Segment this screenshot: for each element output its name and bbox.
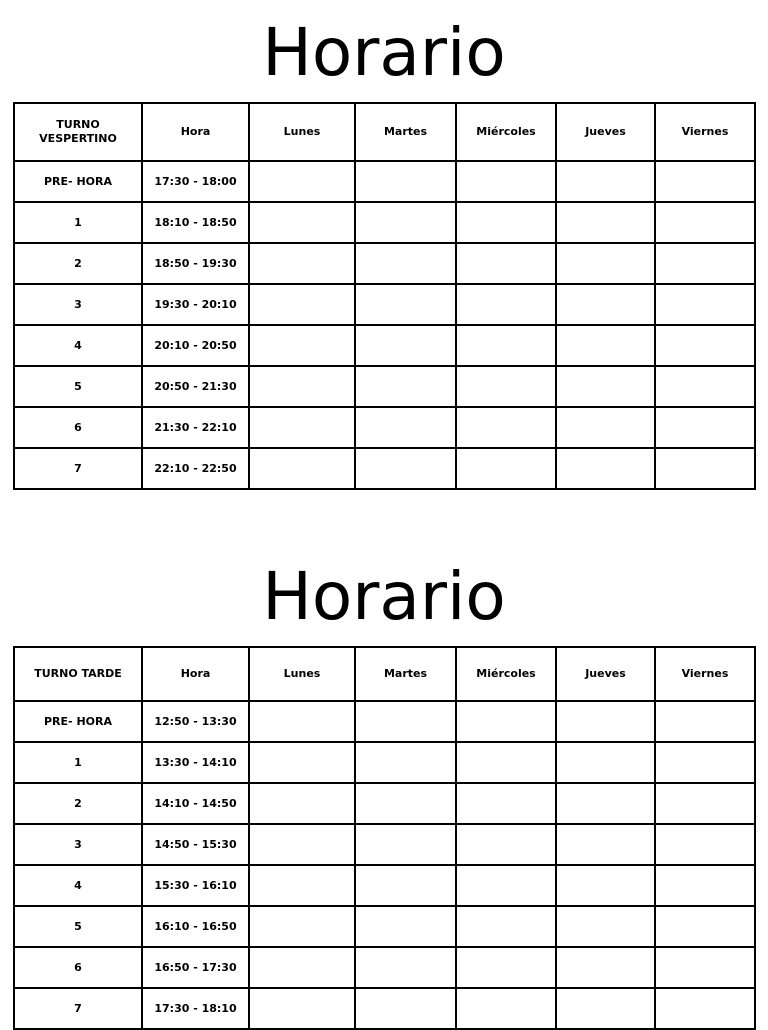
cell-miercoles[interactable] [456, 448, 556, 489]
cell-hora: 18:10 - 18:50 [142, 202, 249, 243]
header-miercoles: Miércoles [456, 103, 556, 161]
cell-lunes[interactable] [249, 325, 355, 366]
table-row [14, 161, 755, 202]
cell-jueves[interactable] [556, 243, 655, 284]
cell-hora: 16:50 - 17:30 [142, 947, 249, 988]
cell-viernes[interactable] [655, 865, 755, 906]
cell-lunes[interactable] [249, 366, 355, 407]
header-jueves: Jueves [556, 103, 655, 161]
cell-turno: 7 [14, 988, 142, 1029]
cell-hora: 13:30 - 14:10 [142, 742, 249, 783]
cell-martes[interactable] [355, 947, 456, 988]
cell-hora: 17:30 - 18:00 [142, 161, 249, 202]
cell-miercoles[interactable] [456, 243, 556, 284]
cell-miercoles[interactable] [456, 284, 556, 325]
header-martes: Martes [355, 103, 456, 161]
table-header-row [14, 103, 755, 161]
header-jueves: Jueves [556, 647, 655, 701]
cell-turno: 4 [14, 865, 142, 906]
header-viernes: Viernes [655, 103, 755, 161]
cell-miercoles[interactable] [456, 366, 556, 407]
cell-turno: 2 [14, 783, 142, 824]
cell-viernes[interactable] [655, 366, 755, 407]
cell-martes[interactable] [355, 325, 456, 366]
table-row [14, 783, 755, 824]
cell-viernes[interactable] [655, 701, 755, 742]
cell-lunes[interactable] [249, 284, 355, 325]
table-row [14, 988, 755, 1029]
cell-viernes[interactable] [655, 325, 755, 366]
header-viernes: Viernes [655, 647, 755, 701]
table-header-row [14, 647, 755, 701]
header-hora: Hora [142, 647, 249, 701]
cell-martes[interactable] [355, 284, 456, 325]
cell-hora: 18:50 - 19:30 [142, 243, 249, 284]
cell-hora: 17:30 - 18:10 [142, 988, 249, 1029]
cell-viernes[interactable] [655, 906, 755, 947]
schedule-table-vespertino [13, 102, 756, 490]
table-row [14, 202, 755, 243]
cell-lunes[interactable] [249, 783, 355, 824]
cell-lunes[interactable] [249, 865, 355, 906]
cell-turno: PRE- HORA [14, 701, 142, 742]
table-row [14, 947, 755, 988]
cell-jueves[interactable] [556, 906, 655, 947]
cell-turno: PRE- HORA [14, 161, 142, 202]
cell-hora: 12:50 - 13:30 [142, 701, 249, 742]
header-martes: Martes [355, 647, 456, 701]
table-row [14, 906, 755, 947]
cell-lunes[interactable] [249, 161, 355, 202]
cell-jueves[interactable] [556, 824, 655, 865]
cell-miercoles[interactable] [456, 783, 556, 824]
cell-martes[interactable] [355, 448, 456, 489]
cell-lunes[interactable] [249, 742, 355, 783]
schedule-title: Horario [262, 558, 506, 635]
table-row [14, 366, 755, 407]
cell-lunes[interactable] [249, 947, 355, 988]
header-turno: TURNO VESPERTINO [14, 103, 142, 161]
cell-turno: 1 [14, 742, 142, 783]
cell-hora: 14:10 - 14:50 [142, 783, 249, 824]
cell-viernes[interactable] [655, 742, 755, 783]
cell-hora: 16:10 - 16:50 [142, 906, 249, 947]
cell-lunes[interactable] [249, 448, 355, 489]
cell-miercoles[interactable] [456, 742, 556, 783]
cell-hora: 20:10 - 20:50 [142, 325, 249, 366]
cell-turno: 6 [14, 947, 142, 988]
table-row [14, 325, 755, 366]
cell-viernes[interactable] [655, 161, 755, 202]
cell-miercoles[interactable] [456, 407, 556, 448]
table-row [14, 284, 755, 325]
table-row [14, 824, 755, 865]
header-lunes: Lunes [249, 103, 355, 161]
cell-jueves[interactable] [556, 161, 655, 202]
cell-lunes[interactable] [249, 407, 355, 448]
cell-martes[interactable] [355, 783, 456, 824]
cell-jueves[interactable] [556, 783, 655, 824]
cell-miercoles[interactable] [456, 906, 556, 947]
cell-martes[interactable] [355, 161, 456, 202]
cell-martes[interactable] [355, 865, 456, 906]
cell-hora: 19:30 - 20:10 [142, 284, 249, 325]
cell-martes[interactable] [355, 202, 456, 243]
cell-viernes[interactable] [655, 783, 755, 824]
cell-viernes[interactable] [655, 824, 755, 865]
table-row [14, 865, 755, 906]
cell-martes[interactable] [355, 988, 456, 1029]
table-row [14, 407, 755, 448]
schedule-title: Horario [262, 14, 506, 91]
cell-martes[interactable] [355, 366, 456, 407]
cell-martes[interactable] [355, 407, 456, 448]
cell-viernes[interactable] [655, 947, 755, 988]
cell-miercoles[interactable] [456, 161, 556, 202]
cell-jueves[interactable] [556, 448, 655, 489]
table-row [14, 448, 755, 489]
cell-turno: 5 [14, 906, 142, 947]
cell-hora: 15:30 - 16:10 [142, 865, 249, 906]
cell-hora: 14:50 - 15:30 [142, 824, 249, 865]
cell-jueves[interactable] [556, 284, 655, 325]
cell-viernes[interactable] [655, 202, 755, 243]
cell-lunes[interactable] [249, 824, 355, 865]
cell-lunes[interactable] [249, 202, 355, 243]
cell-hora: 20:50 - 21:30 [142, 366, 249, 407]
cell-martes[interactable] [355, 701, 456, 742]
header-lunes: Lunes [249, 647, 355, 701]
schedule-table-tarde [13, 646, 756, 1030]
cell-viernes[interactable] [655, 243, 755, 284]
cell-miercoles[interactable] [456, 325, 556, 366]
table-row [14, 243, 755, 284]
cell-lunes[interactable] [249, 701, 355, 742]
cell-turno: 5 [14, 366, 142, 407]
cell-turno: 1 [14, 202, 142, 243]
cell-martes[interactable] [355, 742, 456, 783]
cell-turno: 6 [14, 407, 142, 448]
cell-jueves[interactable] [556, 947, 655, 988]
cell-miercoles[interactable] [456, 701, 556, 742]
cell-jueves[interactable] [556, 701, 655, 742]
header-turno: TURNO TARDE [14, 647, 142, 701]
cell-jueves[interactable] [556, 366, 655, 407]
header-hora: Hora [142, 103, 249, 161]
table-row [14, 742, 755, 783]
cell-hora: 21:30 - 22:10 [142, 407, 249, 448]
cell-viernes[interactable] [655, 448, 755, 489]
cell-jueves[interactable] [556, 407, 655, 448]
cell-lunes[interactable] [249, 243, 355, 284]
cell-jueves[interactable] [556, 865, 655, 906]
cell-turno: 4 [14, 325, 142, 366]
cell-viernes[interactable] [655, 988, 755, 1029]
cell-miercoles[interactable] [456, 202, 556, 243]
cell-jueves[interactable] [556, 202, 655, 243]
cell-viernes[interactable] [655, 407, 755, 448]
cell-martes[interactable] [355, 824, 456, 865]
cell-turno: 7 [14, 448, 142, 489]
cell-jueves[interactable] [556, 742, 655, 783]
cell-miercoles[interactable] [456, 988, 556, 1029]
cell-jueves[interactable] [556, 325, 655, 366]
cell-viernes[interactable] [655, 284, 755, 325]
cell-miercoles[interactable] [456, 865, 556, 906]
cell-miercoles[interactable] [456, 947, 556, 988]
cell-jueves[interactable] [556, 988, 655, 1029]
cell-turno: 2 [14, 243, 142, 284]
table-row [14, 701, 755, 742]
cell-martes[interactable] [355, 906, 456, 947]
cell-lunes[interactable] [249, 906, 355, 947]
cell-martes[interactable] [355, 243, 456, 284]
cell-hora: 22:10 - 22:50 [142, 448, 249, 489]
cell-miercoles[interactable] [456, 824, 556, 865]
cell-turno: 3 [14, 824, 142, 865]
cell-turno: 3 [14, 284, 142, 325]
header-miercoles: Miércoles [456, 647, 556, 701]
cell-lunes[interactable] [249, 988, 355, 1029]
